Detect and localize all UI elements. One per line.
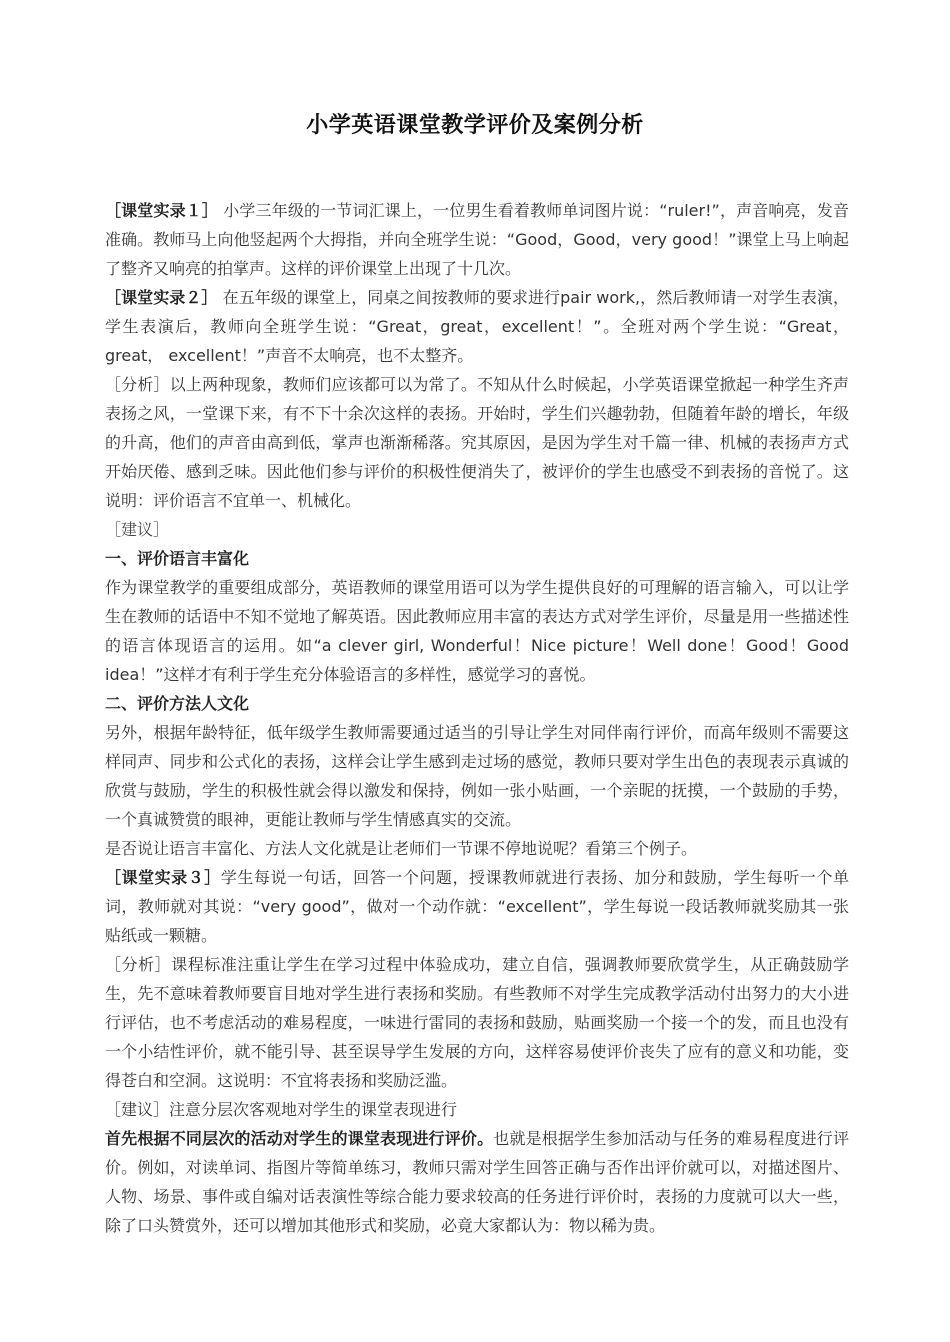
paragraph-case-3 bbox=[105, 863, 849, 950]
paragraph-text: 另外，根据年龄特征，低年级学生教师需要通过适当的引导让学生对同伴南行评价，而高年级则不需要这样同声、同步和公式化的表扬，这样会让学生感到走过场的感觉，教师只要对学生出色的表现表示真诚的欣赏与鼓励，学生的积极性就会得以激发和保持，例如一张小贴画，一个亲昵的抚摸，一个鼓励的手势，一个真诚赞赏的眼神，更能让教师与学生情感真实的交流。 bbox=[105, 723, 849, 829]
paragraph-text: 是否说让语言丰富化、方法人文化就是让老师们一节课不停地说呢？看第三个例子。 bbox=[105, 839, 698, 858]
paragraph-section-2-body bbox=[105, 718, 849, 834]
paragraph-text: 作为课堂教学的重要组成部分，英语教师的课堂用语可以为学生提供良好的可理解的语言输入，可以让学生在教师的话语中不知不觉地了解英语。因此教师应用丰富的表达方式对学生评价，尽量是用一些描述性的语言体现语言的运用。如“a clever girl, Wonderful！Nice picture！Well done！Good！Good idea！”这样才有利于学生充分体验语言的多样性，感觉学习的喜悦。 bbox=[105, 578, 849, 684]
paragraph-text: ［建议］注意分层次客观地对学生的课堂表现进行 bbox=[105, 1100, 458, 1119]
paragraph-text: 学生每说一句话，回答一个问题，授课教师就进行表扬、加分和鼓励，学生每听一个单词，教师就对其说：“very good”，做对一个动作就：“excellent”，学生每说一段话教师就奖励其一张贴纸或一颗糖。 bbox=[105, 868, 849, 945]
paragraph-question bbox=[105, 834, 849, 863]
paragraph-text: ［分析］以上两种现象，教师们应该都可以为常了。不知从什么时候起，小学英语课堂掀起一种学生齐声表扬之风，一堂课下来，有不下十余次这样的表扬。开始时，学生们兴趣勃勃，但随着年龄的增长，年级的升高，他们的声音由高到低，掌声也渐渐稀落。究其原因，是因为学生对千篇一律、机械的表扬声方式开始厌倦、感到乏味。因此他们参与评价的积极性便消失了，被评价的学生也感受不到表扬的音悦了。这说明：评价语言不宜单一、机械化。 bbox=[105, 375, 849, 510]
section-heading: 一、评价语言丰富化 bbox=[105, 549, 250, 568]
heading-section-1 bbox=[105, 544, 849, 573]
case-label: ［课堂实录２］ bbox=[105, 288, 218, 307]
document-title: 小学英语课堂教学评价及案例分析 bbox=[306, 113, 644, 138]
paragraph-text: ［分析］课程标准注重让学生在学习过程中体验成功，建立自信，强调教师要欣赏学生，从正确鼓励学生，先不意味着教师要盲目地对学生进行表扬和奖励。有些教师不对学生完成教学活动付出努力的大小进行评估，也不考虑活动的难易程度，一味进行雷同的表扬和鼓励，贴画奖励一个接一个的发，而且也没有一个小结性评价，就不能引导、甚至误导学生发展的方向，这样容易使评价丧失了应有的意义和功能，变得苍白和空洞。这说明：不宜将表扬和奖励泛滥。 bbox=[105, 955, 849, 1090]
paragraph-text: 在五年级的课堂上，同桌之间按教师的要求进行pair work,，然后教师请一对学生表演，学生表演后，教师向全班学生说：“Great，great，excellent！”。全班对两个学生说：“Great， great， excellent！”声音不太响亮，也不太整齐。 bbox=[105, 288, 849, 365]
case-label: ［课堂实录３］ bbox=[105, 868, 221, 887]
paragraph-section-1-body bbox=[105, 573, 849, 689]
paragraph-text: ［建议］ bbox=[105, 520, 170, 539]
paragraph-text: 小学三年级的一节词汇课上，一位男生看着教师单词图片说：“ruler!”，声音响亮，发音准确。教师马上向他竖起两个大拇指，并向全班学生说：“Good，Good，very good！”课堂上马上响起了整齐又响亮的拍掌声。这样的评价课堂上出现了十几次。 bbox=[105, 201, 849, 278]
paragraph-suggestion-2 bbox=[105, 1095, 849, 1124]
lead-sentence: 首先根据不同层次的活动对学生的课堂表现进行评价。 bbox=[105, 1129, 494, 1148]
paragraph-analysis-2 bbox=[105, 950, 849, 1095]
paragraph-suggestion-label bbox=[105, 515, 849, 544]
section-heading: 二、评价方法人文化 bbox=[105, 694, 250, 713]
paragraph-case-2 bbox=[105, 283, 849, 370]
heading-section-2 bbox=[105, 689, 849, 718]
paragraph-text: 也就是根据学生参加活动与任务的难易程度进行评价。例如，对读单词、指图片等简单练习，教师只需对学生回答正确与否作出评价就可以，对描述图片、人物、场景、事件或自编对话表演性等综合能力要求较高的任务进行评价时，表扬的力度就可以大一些，除了口头赞赏外，还可以增加其他形式和奖励，必竟大家都认为：物以稀为贵。 bbox=[105, 1129, 849, 1235]
paragraph-analysis-1 bbox=[105, 370, 849, 515]
paragraph-final bbox=[105, 1124, 849, 1240]
paragraph-case-1 bbox=[105, 196, 849, 283]
document-body bbox=[105, 196, 849, 1240]
case-label: ［课堂实录１］ bbox=[105, 201, 219, 220]
